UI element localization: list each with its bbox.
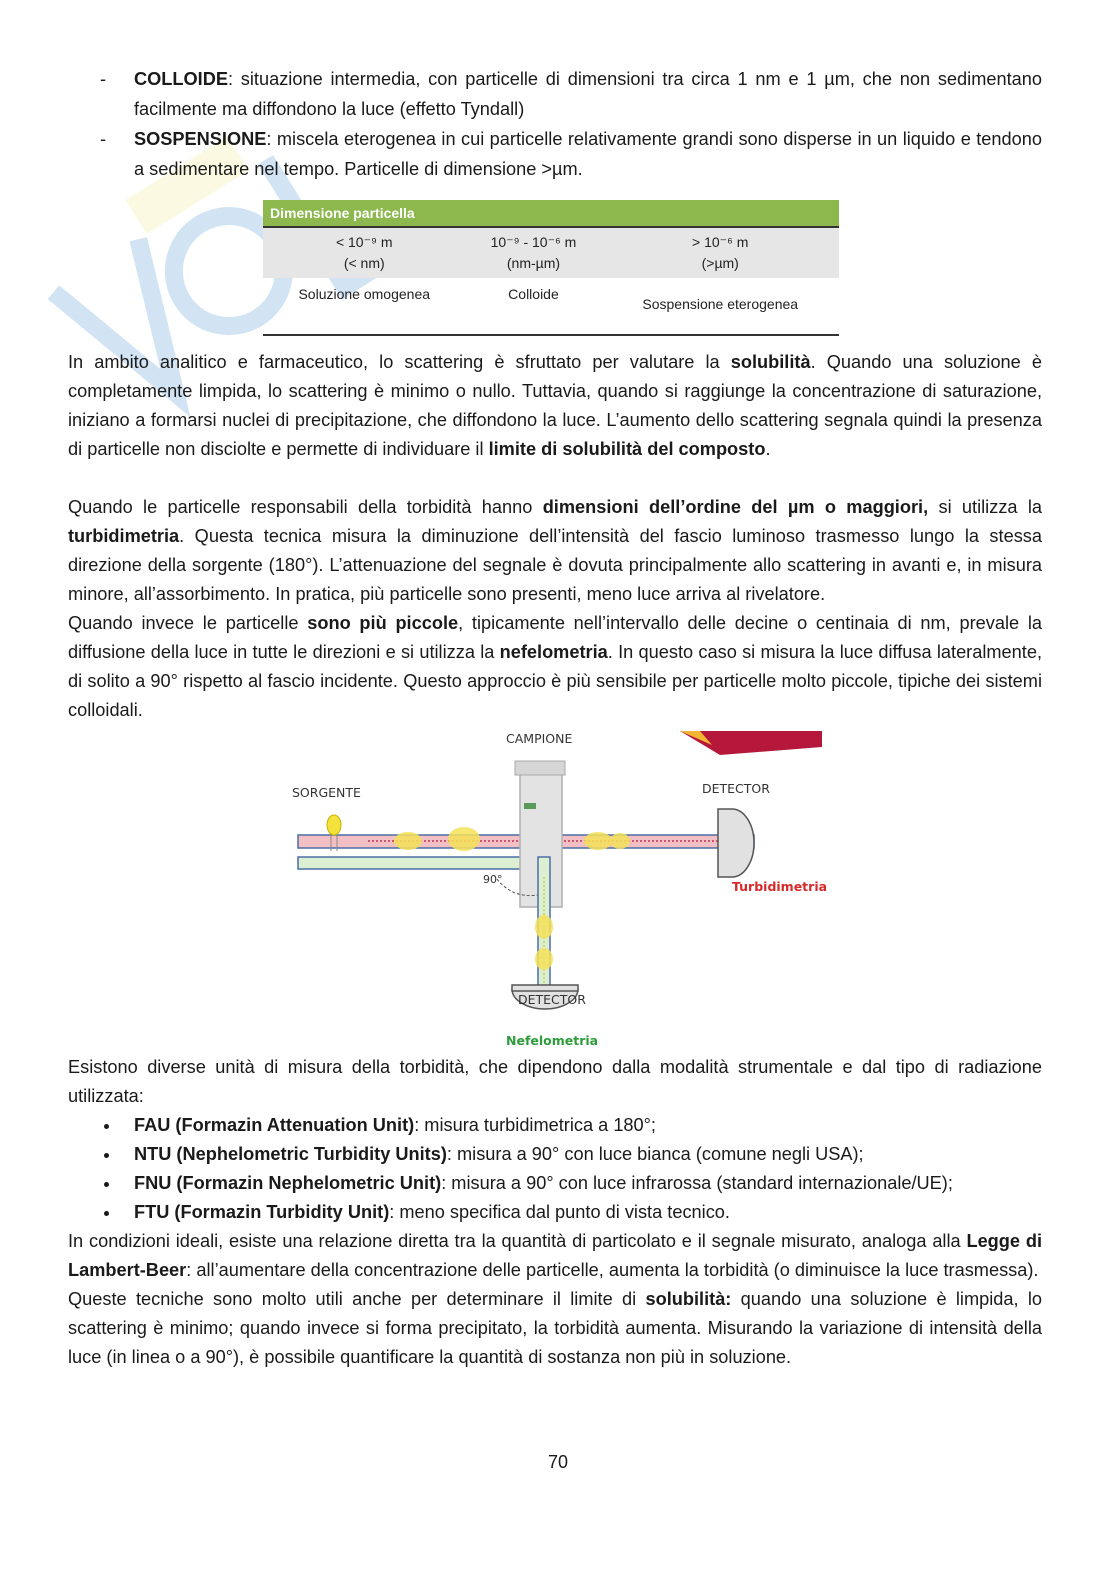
- paragraph-lambert-beer: In condizioni ideali, esiste una relazione diretta tra la quantità di particolato e il segnale misurato, analoga alla Legge di Lambert-Beer: all’aumentare della concentrazione delle particelle, aumenta la torbidità (o diminuisce la luce trasmessa).: [68, 1231, 1042, 1280]
- table-cell: Soluzione omogenea: [263, 278, 466, 335]
- dash-bullet: -: [100, 69, 107, 89]
- table-cell: > 10⁻⁶ m (>µm): [601, 227, 839, 278]
- label-detector-bottom: DETECTOR: [518, 992, 586, 1007]
- table-cell: < 10⁻⁹ m (< nm): [263, 227, 466, 278]
- detector-right-icon: [718, 809, 754, 877]
- table-cell: Colloide: [466, 278, 602, 335]
- particle-size-table-wrap: [263, 200, 839, 336]
- definition-sospensione: : miscela eterogenea in cui particelle relativamente grandi sono disperse in un liquido e tendono a sedimentare nel tempo. Particelle di dimensione >µm.: [134, 129, 1042, 179]
- page-content: [68, 64, 1042, 1372]
- list-item-sospensione: [68, 124, 1042, 184]
- definition-colloide: : situazione intermedia, con particelle di dimensioni tra circa 1 nm e 1 µm, che non sedimentano facilmente ma diffondono la luce (effetto Tyndall): [134, 69, 1042, 119]
- page-number: 70: [547, 1452, 569, 1472]
- cuvette-cap: [515, 761, 565, 775]
- table-cell: Sospensione eterogenea: [601, 278, 839, 335]
- term-sospensione: SOSPENSIONE: [134, 129, 267, 149]
- paragraph-nephelometry: Quando invece le particelle sono più piccole, tipicamente nell’intervallo delle decine o centinaia di nm, prevale la diffusione della luce in tutte le direzioni e si utilizza la nefelometria. In questo caso si misura la luce diffusa lateralmente, di solito a 90° rispetto al fascio incidente. Questo approccio è più sensibile per particelle molto piccole, tipiche dei sistemi colloidali.: [68, 613, 1043, 720]
- particle-size-table: [263, 200, 839, 336]
- label-nefelometria: Nefelometria: [506, 1033, 599, 1048]
- dash-bullet: -: [100, 129, 107, 149]
- label-campione: CAMPIONE: [506, 731, 573, 746]
- list-item: FTU (Formazin Turbidity Unit): meno specifica dal punto di vista tecnico.: [134, 1198, 1042, 1227]
- label-detector-right: DETECTOR: [702, 781, 770, 796]
- term-colloide: COLLOIDE: [134, 69, 228, 89]
- label-angle: 90°: [483, 873, 503, 886]
- list-item: FAU (Formazin Attenuation Unit): misura turbidimetrica a 180°;: [134, 1111, 1042, 1140]
- units-list: [68, 1111, 1042, 1227]
- list-item: NTU (Nephelometric Turbidity Units): misura a 90° con luce bianca (comune negli USA);: [134, 1140, 1042, 1169]
- scattering-diagram: [68, 727, 1042, 1053]
- paragraph-solubility-limit: Queste tecniche sono molto utili anche per determinare il limite di solubilità: quando una soluzione è limpida, lo scattering è minimo; quando invece si forma precipitato, la torbidità aumenta. Misurando la variazione di intensità della luce (in linea o a 90°), è possibile quantificare la quantità di sostanza non più in soluzione.: [68, 1289, 1043, 1367]
- paragraph-solubility: In ambito analitico e farmaceutico, lo scattering è sfruttato per valutare la solubilità. Quando una soluzione è completamente limpida, lo scattering è minimo o nullo. Tuttavia, quando si raggiunge la concentrazione di saturazione, iniziano a formarsi nuclei di precipitazione, che diffondono la luce. L’aumento dello scattering segnala quindi la presenza di particelle non disciolte e permette di individuare il limite di solubilità del composto.: [68, 352, 1042, 459]
- paragraph-units-intro: Esistono diverse unità di misura della torbidità, che dipendono dalla modalità strumentale e dal tipo di radiazione utilizzata:: [68, 1057, 1042, 1106]
- table-cell: 10⁻⁹ - 10⁻⁶ m (nm-µm): [466, 227, 602, 278]
- table-row-kinds: [263, 278, 839, 335]
- cuvette-label: [524, 803, 536, 809]
- list-item: FNU (Formazin Nephelometric Unit): misura a 90° con luce infrarossa (standard internazionale/UE);: [134, 1169, 1042, 1198]
- label-turbidimetria: Turbidimetria: [732, 879, 828, 894]
- list-item-colloide: [68, 64, 1042, 124]
- table-row-ranges: [263, 227, 839, 278]
- paragraph-turbidimetry: Quando le particelle responsabili della torbidità hanno dimensioni dell’ordine del µm o maggiori, si utilizza la turbidimetria. Questa tecnica misura la diminuzione dell’intensità del fascio luminoso trasmesso lungo la stessa direzione della sorgente (180°). L’attenuazione del segnale è dovuta principalmente allo scattering in avanti e, in misura minore, all’assorbimento. In pratica, più particelle sono presenti, meno luce arriva al rivelatore.: [68, 497, 1043, 604]
- table-header: Dimensione particella: [263, 200, 839, 227]
- label-sorgente: SORGENTE: [292, 785, 361, 800]
- nephelometry-beam-horizontal: [298, 857, 550, 869]
